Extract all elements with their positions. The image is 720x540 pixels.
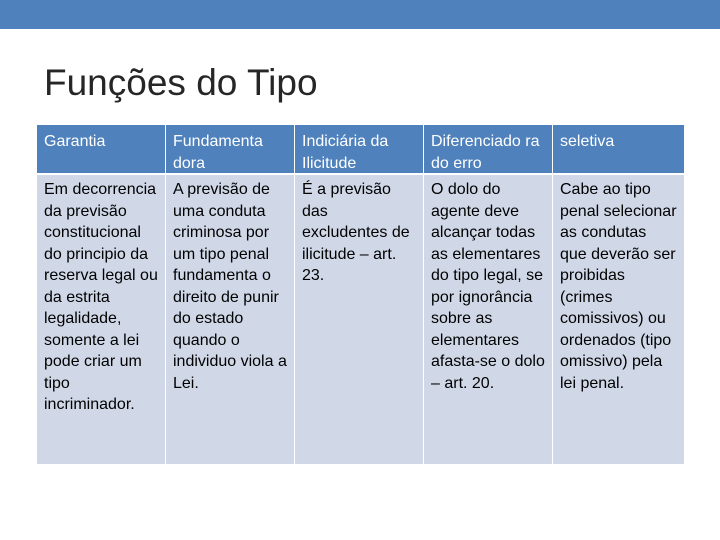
top-accent-band xyxy=(0,0,720,29)
header-cell-indiciaria: Indiciária da Ilicitude xyxy=(295,125,424,175)
header-cell-diferenciadora: Diferenciado ra do erro xyxy=(424,125,553,175)
body-cell-diferenciadora: O dolo do agente deve alcançar todas as elementares do tipo legal, se por ignorância sobre as elementares afasta-se o dolo – art. 20. xyxy=(424,175,553,464)
body-cell-indiciaria: É a previsão das excludentes de ilicitude – art. 23. xyxy=(295,175,424,464)
body-cell-fundamentadora: A previsão de uma conduta criminosa por um tipo penal fundamenta o direito de punir do estado quando o individuo viola a Lei. xyxy=(166,175,295,464)
slide-title: Funções do Tipo xyxy=(44,62,318,103)
body-cell-seletiva: Cabe ao tipo penal selecionar as condutas que deverão ser proibidas (crimes comissivos) ou ordenados (tipo omissivo) pela lei penal. xyxy=(553,175,684,464)
body-cell-garantia: Em decorrencia da previsão constitucional do principio da reserva legal ou da estrita legalidade, somente a lei pode criar um tipo incriminador. xyxy=(37,175,166,464)
header-cell-garantia: Garantia xyxy=(37,125,166,175)
header-cell-fundamentadora: Fundamenta dora xyxy=(166,125,295,175)
functions-table xyxy=(37,125,684,464)
header-cell-seletiva: seletiva xyxy=(553,125,684,175)
